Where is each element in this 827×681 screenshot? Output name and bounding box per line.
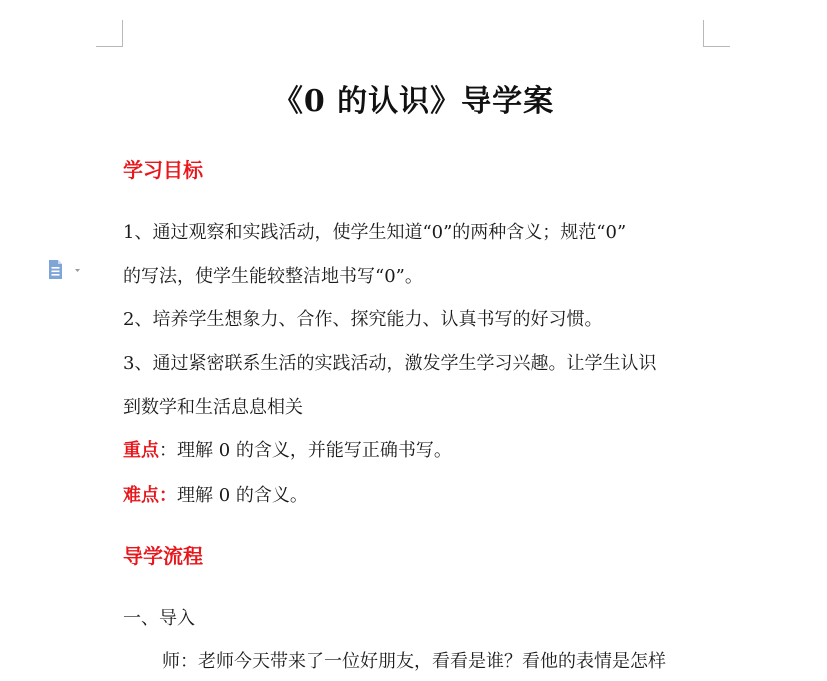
- section-heading-learning-process: 导学流程: [123, 544, 203, 568]
- goal-3-line-2: 到数学和生活息息相关: [123, 397, 303, 418]
- document-title: 《0 的认识》导学案: [272, 84, 555, 119]
- crop-mark-top-right: [703, 20, 730, 47]
- step-1-intro: 一、导入: [123, 608, 195, 629]
- difficulty-label: 难点：: [123, 485, 177, 506]
- key-point-paragraph: [123, 436, 452, 462]
- goal-2: 2、培养学生想象力、合作、探究能力、认真书写的好习惯。: [123, 309, 603, 330]
- key-point-label: 重点: [123, 440, 159, 461]
- key-point-text: ：理解 0 的含义，并能写正确书写。: [159, 440, 452, 461]
- difficulty-paragraph: [123, 481, 308, 507]
- crop-mark-top-left: [96, 20, 123, 47]
- goal-1-line-2: 的写法，使学生能较整洁地书写“0”。: [123, 266, 423, 287]
- goal-1-line-1: 1、通过观察和实践活动，使学生知道“0”的两种含义；规范“0”: [123, 222, 627, 243]
- goal-3-line-1: 3、通过紧密联系生活的实践活动，激发学生学习兴趣。让学生认识: [123, 353, 657, 374]
- document-paragraph-icon[interactable]: [48, 258, 88, 282]
- section-heading-learning-goals: 学习目标: [123, 158, 203, 182]
- teacher-dialogue-line: 师：老师今天带来了一位好朋友，看看是谁？看他的表情是怎样: [162, 651, 666, 672]
- document-paragraph-icon-graphic: [48, 258, 88, 282]
- difficulty-text: 理解 0 的含义。: [177, 485, 308, 506]
